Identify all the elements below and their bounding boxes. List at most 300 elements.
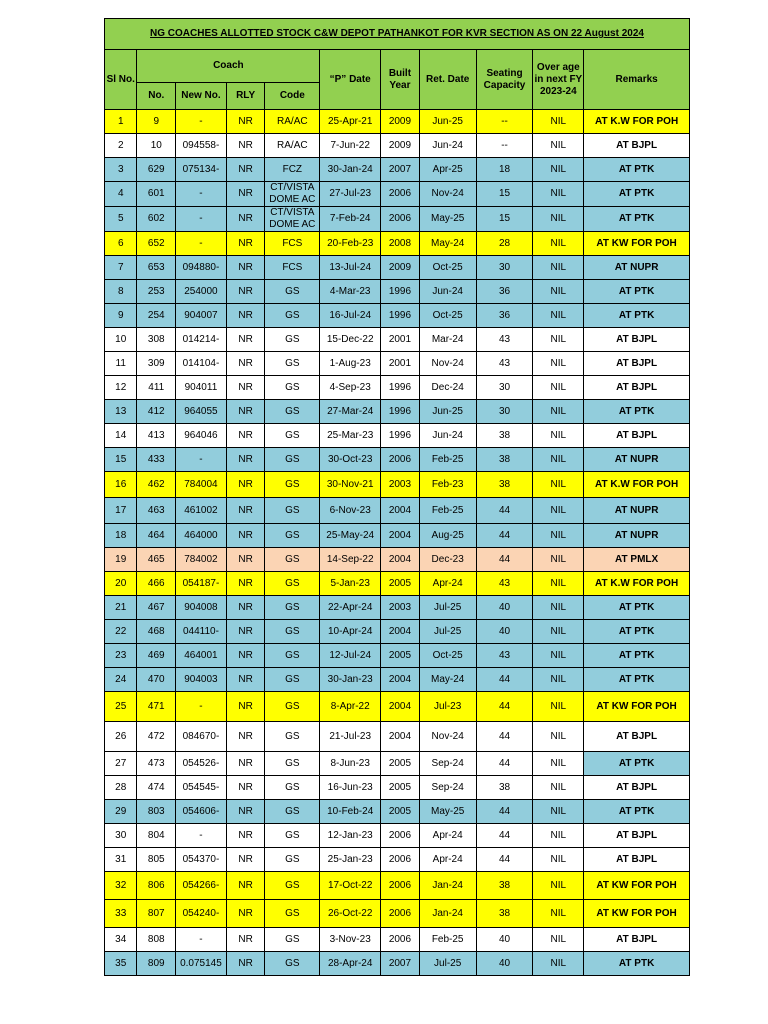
seating-cell: 43: [476, 644, 533, 668]
sl-cell: 17: [105, 498, 137, 524]
remarks-cell: AT BJPL: [584, 824, 690, 848]
header-rly: RLY: [226, 83, 265, 110]
sl-cell: 30: [105, 824, 137, 848]
table-title: NG COACHES ALLOTTED STOCK C&W DEPOT PATHANKOT FOR KVR SECTION AS ON 22 August 2024: [105, 19, 690, 50]
over-age-cell: NIL: [533, 424, 584, 448]
built-year-cell: 1996: [381, 400, 420, 424]
code-cell: GS: [265, 872, 320, 900]
new-no-cell: -: [176, 207, 227, 232]
new-no-cell: 461002: [176, 498, 227, 524]
sl-cell: 33: [105, 900, 137, 928]
new-no-cell: 044110-: [176, 620, 227, 644]
seating-cell: 40: [476, 620, 533, 644]
new-no-cell: 904003: [176, 668, 227, 692]
code-cell: CT/VISTA DOME AC: [265, 182, 320, 207]
new-no-cell: 054545-: [176, 776, 227, 800]
built-year-cell: 2001: [381, 328, 420, 352]
remarks-cell: AT NUPR: [584, 524, 690, 548]
p-date-cell: 25-Apr-21: [320, 110, 381, 134]
table-row: [105, 134, 690, 158]
ret-date-cell: Sep-24: [419, 752, 476, 776]
table-row: [105, 524, 690, 548]
over-age-cell: NIL: [533, 900, 584, 928]
no-cell: 652: [137, 232, 176, 256]
code-cell: GS: [265, 752, 320, 776]
rly-cell: NR: [226, 207, 265, 232]
p-date-cell: 17-Oct-22: [320, 872, 381, 900]
remarks-cell: AT PTK: [584, 620, 690, 644]
ret-date-cell: Apr-24: [419, 848, 476, 872]
over-age-cell: NIL: [533, 158, 584, 182]
sl-cell: 19: [105, 548, 137, 572]
built-year-cell: 2003: [381, 596, 420, 620]
remarks-cell: AT PTK: [584, 668, 690, 692]
code-cell: FCS: [265, 232, 320, 256]
table-row: [105, 722, 690, 752]
seating-cell: 44: [476, 524, 533, 548]
over-age-cell: NIL: [533, 800, 584, 824]
seating-cell: 40: [476, 952, 533, 976]
seating-cell: 44: [476, 692, 533, 722]
sl-cell: 3: [105, 158, 137, 182]
no-cell: 601: [137, 182, 176, 207]
over-age-cell: NIL: [533, 376, 584, 400]
rly-cell: NR: [226, 524, 265, 548]
code-cell: GS: [265, 692, 320, 722]
p-date-cell: 5-Jan-23: [320, 572, 381, 596]
remarks-cell: AT PMLX: [584, 548, 690, 572]
no-cell: 412: [137, 400, 176, 424]
p-date-cell: 7-Jun-22: [320, 134, 381, 158]
p-date-cell: 8-Jun-23: [320, 752, 381, 776]
rly-cell: NR: [226, 134, 265, 158]
code-cell: CT/VISTA DOME AC: [265, 207, 320, 232]
new-no-cell: 904007: [176, 304, 227, 328]
no-cell: 253: [137, 280, 176, 304]
table-row: [105, 400, 690, 424]
rly-cell: NR: [226, 752, 265, 776]
seating-cell: 38: [476, 424, 533, 448]
code-cell: GS: [265, 722, 320, 752]
no-cell: 469: [137, 644, 176, 668]
ret-date-cell: Jul-25: [419, 620, 476, 644]
over-age-cell: NIL: [533, 620, 584, 644]
table-row: [105, 800, 690, 824]
no-cell: 254: [137, 304, 176, 328]
new-no-cell: 964055: [176, 400, 227, 424]
ret-date-cell: Jul-25: [419, 952, 476, 976]
sl-cell: 8: [105, 280, 137, 304]
remarks-cell: AT KW FOR POH: [584, 692, 690, 722]
sl-cell: 27: [105, 752, 137, 776]
sl-cell: 4: [105, 182, 137, 207]
over-age-cell: NIL: [533, 952, 584, 976]
sl-cell: 24: [105, 668, 137, 692]
no-cell: 807: [137, 900, 176, 928]
sl-cell: 12: [105, 376, 137, 400]
new-no-cell: 904011: [176, 376, 227, 400]
over-age-cell: NIL: [533, 352, 584, 376]
seating-cell: 30: [476, 376, 533, 400]
sl-cell: 11: [105, 352, 137, 376]
built-year-cell: 2004: [381, 692, 420, 722]
remarks-cell: AT K.W FOR POH: [584, 472, 690, 498]
code-cell: GS: [265, 596, 320, 620]
table-row: [105, 824, 690, 848]
code-cell: GS: [265, 328, 320, 352]
over-age-cell: NIL: [533, 596, 584, 620]
over-age-cell: NIL: [533, 207, 584, 232]
header-p-date: “P” Date: [320, 50, 381, 110]
seating-cell: 44: [476, 848, 533, 872]
p-date-cell: 16-Jul-24: [320, 304, 381, 328]
table-row: [105, 596, 690, 620]
ret-date-cell: Apr-25: [419, 158, 476, 182]
sl-cell: 25: [105, 692, 137, 722]
ret-date-cell: Feb-25: [419, 498, 476, 524]
rly-cell: NR: [226, 400, 265, 424]
table-row: [105, 692, 690, 722]
table-row: [105, 328, 690, 352]
built-year-cell: 2007: [381, 952, 420, 976]
ret-date-cell: Dec-23: [419, 548, 476, 572]
remarks-cell: AT BJPL: [584, 328, 690, 352]
sl-cell: 26: [105, 722, 137, 752]
ret-date-cell: May-24: [419, 232, 476, 256]
header-seating-capacity: Seating Capacity: [476, 50, 533, 110]
no-cell: 309: [137, 352, 176, 376]
ret-date-cell: Oct-25: [419, 644, 476, 668]
rly-cell: NR: [226, 824, 265, 848]
ret-date-cell: Nov-24: [419, 352, 476, 376]
rly-cell: NR: [226, 328, 265, 352]
remarks-cell: AT PTK: [584, 800, 690, 824]
rly-cell: NR: [226, 448, 265, 472]
over-age-cell: NIL: [533, 776, 584, 800]
ret-date-cell: Apr-24: [419, 572, 476, 596]
seating-cell: 38: [476, 900, 533, 928]
p-date-cell: 26-Oct-22: [320, 900, 381, 928]
over-age-cell: NIL: [533, 548, 584, 572]
p-date-cell: 4-Sep-23: [320, 376, 381, 400]
p-date-cell: 30-Nov-21: [320, 472, 381, 498]
built-year-cell: 2009: [381, 110, 420, 134]
no-cell: 463: [137, 498, 176, 524]
seating-cell: 38: [476, 472, 533, 498]
new-no-cell: 054240-: [176, 900, 227, 928]
remarks-cell: AT PTK: [584, 400, 690, 424]
remarks-cell: AT PTK: [584, 158, 690, 182]
built-year-cell: 2006: [381, 448, 420, 472]
rly-cell: NR: [226, 620, 265, 644]
built-year-cell: 2005: [381, 800, 420, 824]
ret-date-cell: Jun-25: [419, 400, 476, 424]
built-year-cell: 2006: [381, 182, 420, 207]
code-cell: GS: [265, 572, 320, 596]
built-year-cell: 2001: [381, 352, 420, 376]
new-no-cell: -: [176, 110, 227, 134]
over-age-cell: NIL: [533, 182, 584, 207]
header-no: No.: [137, 83, 176, 110]
remarks-cell: AT BJPL: [584, 424, 690, 448]
built-year-cell: 2004: [381, 524, 420, 548]
built-year-cell: 2006: [381, 872, 420, 900]
code-cell: GS: [265, 800, 320, 824]
ret-date-cell: Jun-25: [419, 110, 476, 134]
seating-cell: 38: [476, 448, 533, 472]
new-no-cell: -: [176, 692, 227, 722]
over-age-cell: NIL: [533, 722, 584, 752]
over-age-cell: NIL: [533, 280, 584, 304]
table-row: [105, 256, 690, 280]
over-age-cell: NIL: [533, 928, 584, 952]
p-date-cell: 16-Jun-23: [320, 776, 381, 800]
no-cell: 465: [137, 548, 176, 572]
code-cell: GS: [265, 848, 320, 872]
rly-cell: NR: [226, 800, 265, 824]
p-date-cell: 21-Jul-23: [320, 722, 381, 752]
table-row: [105, 376, 690, 400]
rly-cell: NR: [226, 952, 265, 976]
new-no-cell: 784004: [176, 472, 227, 498]
sl-cell: 5: [105, 207, 137, 232]
header-coach: Coach: [137, 50, 320, 83]
no-cell: 473: [137, 752, 176, 776]
new-no-cell: 054187-: [176, 572, 227, 596]
sl-cell: 13: [105, 400, 137, 424]
no-cell: 413: [137, 424, 176, 448]
header-ret-date: Ret. Date: [419, 50, 476, 110]
sl-cell: 31: [105, 848, 137, 872]
built-year-cell: 1996: [381, 376, 420, 400]
over-age-cell: NIL: [533, 256, 584, 280]
code-cell: GS: [265, 548, 320, 572]
p-date-cell: 10-Feb-24: [320, 800, 381, 824]
built-year-cell: 2006: [381, 824, 420, 848]
over-age-cell: NIL: [533, 824, 584, 848]
seating-cell: 36: [476, 304, 533, 328]
header-new-no: New No.: [176, 83, 227, 110]
remarks-cell: AT BJPL: [584, 134, 690, 158]
seating-cell: 30: [476, 400, 533, 424]
built-year-cell: 2009: [381, 134, 420, 158]
rly-cell: NR: [226, 776, 265, 800]
ret-date-cell: Nov-24: [419, 722, 476, 752]
over-age-cell: NIL: [533, 848, 584, 872]
ret-date-cell: Apr-24: [419, 824, 476, 848]
new-no-cell: 904008: [176, 596, 227, 620]
ret-date-cell: Nov-24: [419, 182, 476, 207]
p-date-cell: 25-Jan-23: [320, 848, 381, 872]
remarks-cell: AT BJPL: [584, 928, 690, 952]
over-age-cell: NIL: [533, 328, 584, 352]
rly-cell: NR: [226, 498, 265, 524]
table-row: [105, 928, 690, 952]
no-cell: 472: [137, 722, 176, 752]
sl-cell: 2: [105, 134, 137, 158]
new-no-cell: 254000: [176, 280, 227, 304]
sl-cell: 35: [105, 952, 137, 976]
rly-cell: NR: [226, 722, 265, 752]
table-row: [105, 424, 690, 448]
p-date-cell: 22-Apr-24: [320, 596, 381, 620]
remarks-cell: AT BJPL: [584, 848, 690, 872]
seating-cell: 44: [476, 498, 533, 524]
ret-date-cell: Jun-24: [419, 424, 476, 448]
seating-cell: 44: [476, 800, 533, 824]
seating-cell: 44: [476, 752, 533, 776]
seating-cell: 44: [476, 668, 533, 692]
sl-cell: 34: [105, 928, 137, 952]
over-age-cell: NIL: [533, 400, 584, 424]
code-cell: GS: [265, 900, 320, 928]
built-year-cell: 2005: [381, 644, 420, 668]
sl-cell: 14: [105, 424, 137, 448]
over-age-cell: NIL: [533, 110, 584, 134]
remarks-cell: AT K.W FOR POH: [584, 110, 690, 134]
code-cell: GS: [265, 376, 320, 400]
header-over-age: Over age in next FY 2023-24: [533, 50, 584, 110]
no-cell: 9: [137, 110, 176, 134]
over-age-cell: NIL: [533, 752, 584, 776]
code-cell: RA/AC: [265, 110, 320, 134]
table-row: [105, 352, 690, 376]
p-date-cell: 27-Mar-24: [320, 400, 381, 424]
sl-cell: 16: [105, 472, 137, 498]
ret-date-cell: Jun-24: [419, 134, 476, 158]
seating-cell: 44: [476, 548, 533, 572]
p-date-cell: 6-Nov-23: [320, 498, 381, 524]
rly-cell: NR: [226, 572, 265, 596]
rly-cell: NR: [226, 424, 265, 448]
sl-cell: 32: [105, 872, 137, 900]
remarks-cell: AT PTK: [584, 207, 690, 232]
remarks-cell: AT NUPR: [584, 256, 690, 280]
table-row: [105, 158, 690, 182]
ret-date-cell: Jul-23: [419, 692, 476, 722]
coach-stock-table: [104, 18, 690, 976]
no-cell: 806: [137, 872, 176, 900]
p-date-cell: 28-Apr-24: [320, 952, 381, 976]
no-cell: 464: [137, 524, 176, 548]
new-no-cell: 964046: [176, 424, 227, 448]
seating-cell: 43: [476, 352, 533, 376]
over-age-cell: NIL: [533, 304, 584, 328]
seating-cell: 43: [476, 328, 533, 352]
table-row: [105, 548, 690, 572]
ret-date-cell: May-25: [419, 800, 476, 824]
no-cell: 462: [137, 472, 176, 498]
rly-cell: NR: [226, 548, 265, 572]
ret-date-cell: May-24: [419, 668, 476, 692]
rly-cell: NR: [226, 596, 265, 620]
over-age-cell: NIL: [533, 668, 584, 692]
over-age-cell: NIL: [533, 692, 584, 722]
no-cell: 411: [137, 376, 176, 400]
built-year-cell: 2004: [381, 548, 420, 572]
new-no-cell: 464001: [176, 644, 227, 668]
rly-cell: NR: [226, 900, 265, 928]
ret-date-cell: Jan-24: [419, 872, 476, 900]
new-no-cell: 0.075145: [176, 952, 227, 976]
remarks-cell: AT PTK: [584, 752, 690, 776]
p-date-cell: 10-Apr-24: [320, 620, 381, 644]
sl-cell: 9: [105, 304, 137, 328]
code-cell: GS: [265, 424, 320, 448]
p-date-cell: 25-May-24: [320, 524, 381, 548]
sl-cell: 22: [105, 620, 137, 644]
table-row: [105, 644, 690, 668]
built-year-cell: 2009: [381, 256, 420, 280]
rly-cell: NR: [226, 304, 265, 328]
new-no-cell: 014104-: [176, 352, 227, 376]
p-date-cell: 8-Apr-22: [320, 692, 381, 722]
ret-date-cell: Oct-25: [419, 304, 476, 328]
code-cell: GS: [265, 928, 320, 952]
sl-cell: 23: [105, 644, 137, 668]
ret-date-cell: Oct-25: [419, 256, 476, 280]
no-cell: 804: [137, 824, 176, 848]
table-row: [105, 280, 690, 304]
built-year-cell: 2003: [381, 472, 420, 498]
built-year-cell: 2005: [381, 776, 420, 800]
p-date-cell: 30-Jan-23: [320, 668, 381, 692]
sl-cell: 15: [105, 448, 137, 472]
no-cell: 809: [137, 952, 176, 976]
remarks-cell: AT PTK: [584, 280, 690, 304]
p-date-cell: 27-Jul-23: [320, 182, 381, 207]
remarks-cell: AT BJPL: [584, 776, 690, 800]
built-year-cell: 1996: [381, 280, 420, 304]
built-year-cell: 2004: [381, 498, 420, 524]
built-year-cell: 2005: [381, 752, 420, 776]
remarks-cell: AT KW FOR POH: [584, 232, 690, 256]
rly-cell: NR: [226, 182, 265, 207]
no-cell: 808: [137, 928, 176, 952]
rly-cell: NR: [226, 352, 265, 376]
p-date-cell: 30-Jan-24: [320, 158, 381, 182]
no-cell: 470: [137, 668, 176, 692]
ret-date-cell: Jan-24: [419, 900, 476, 928]
table-row: [105, 304, 690, 328]
p-date-cell: 13-Jul-24: [320, 256, 381, 280]
remarks-cell: AT BJPL: [584, 376, 690, 400]
table-row: [105, 752, 690, 776]
seating-cell: 44: [476, 722, 533, 752]
ret-date-cell: Feb-25: [419, 448, 476, 472]
built-year-cell: 2004: [381, 668, 420, 692]
table-row: [105, 207, 690, 232]
no-cell: 466: [137, 572, 176, 596]
remarks-cell: AT NUPR: [584, 448, 690, 472]
rly-cell: NR: [226, 472, 265, 498]
seating-cell: 30: [476, 256, 533, 280]
over-age-cell: NIL: [533, 232, 584, 256]
sl-cell: 7: [105, 256, 137, 280]
sl-cell: 28: [105, 776, 137, 800]
over-age-cell: NIL: [533, 498, 584, 524]
remarks-cell: AT PTK: [584, 596, 690, 620]
rly-cell: NR: [226, 872, 265, 900]
built-year-cell: 2006: [381, 928, 420, 952]
built-year-cell: 1996: [381, 424, 420, 448]
seating-cell: 44: [476, 824, 533, 848]
rly-cell: NR: [226, 644, 265, 668]
seating-cell: 40: [476, 596, 533, 620]
seating-cell: 18: [476, 158, 533, 182]
no-cell: 10: [137, 134, 176, 158]
no-cell: 471: [137, 692, 176, 722]
